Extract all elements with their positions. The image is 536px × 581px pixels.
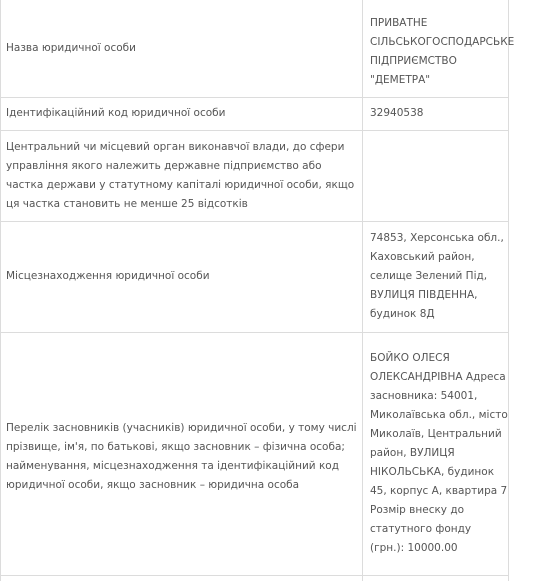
table-row xyxy=(6,130,361,221)
row-value: 32940538 xyxy=(370,107,424,119)
row-label: Перелік засновників (учасників) юридичної особи, у тому числі прізвище, ім'я, по батькові, якщо засновник – фізична особа; найменування, місцезнаходження та ідентифікаційний код юридичної особи, якщо засновник – юридична особа xyxy=(6,421,357,491)
table-row-value xyxy=(370,97,508,130)
table-row xyxy=(6,221,361,332)
row-value: 74853, Херсонська обл., Каховський район, селище Зелений Під, ВУЛИЦЯ ПІВДЕННА, будинок 8Д xyxy=(370,232,504,320)
table-row xyxy=(6,97,361,130)
table-row-value xyxy=(370,332,508,575)
row-label: Ідентифікаційний код юридичної особи xyxy=(6,107,226,119)
column-divider xyxy=(362,0,363,581)
row-label: Місцезнаходження юридичної особи xyxy=(6,270,210,282)
row-label: Назва юридичної особи xyxy=(6,42,136,54)
table-row xyxy=(6,0,361,97)
table-border-left xyxy=(0,0,1,581)
table-row-value xyxy=(370,221,508,332)
row-label: Центральний чи місцевий орган виконавчої влади, до сфери управління якого належить державне підприємство або частка держави у статутному капіталі юридичної особи, якщо ця частка становить не менше 25 відсотків xyxy=(6,140,355,210)
table-row-value xyxy=(370,0,515,97)
table-row xyxy=(6,332,361,575)
table-row-value xyxy=(370,130,508,221)
row-value: БОЙКО ОЛЕСЯ ОЛЕКСАНДРІВНА Адреса засновника: 54001, Миколаївська обл., місто Миколаїв, Центральний район, ВУЛИЦЯ НІКОЛЬСЬКА, будинок 45, корпус А, квартира 7 Розмір внеску до статутного фонду (грн.): 10000.00 xyxy=(370,352,508,554)
row-value: ПРИВАТНЕ СІЛЬСЬКОГОСПОДАРСЬКЕ ПІДПРИЄМСТВО "ДЕМЕТРА" xyxy=(370,17,515,86)
row-divider xyxy=(0,575,509,576)
